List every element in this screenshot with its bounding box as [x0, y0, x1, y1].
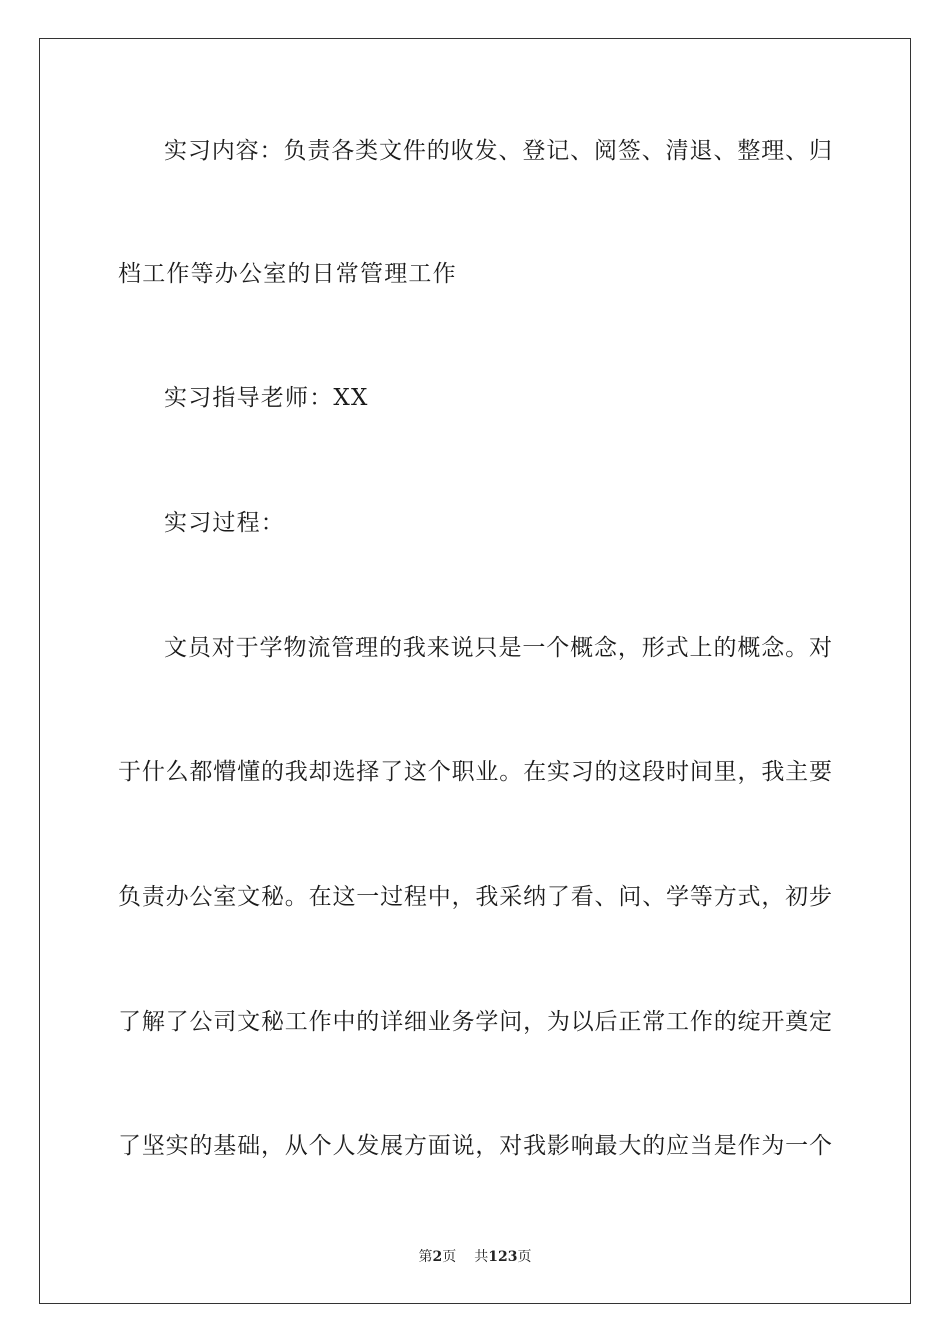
page-prefix: 第: [418, 1249, 433, 1265]
paragraph-line-body-1: 文员对于学物流管理的我来说只是一个概念，形式上的概念。对: [164, 635, 832, 661]
total-suffix: 页: [517, 1249, 532, 1265]
paragraph-line-supervisor: 实习指导老师：XX: [164, 385, 369, 411]
page-footer: [0, 1248, 950, 1266]
total-prefix: 共: [474, 1249, 489, 1265]
paragraph-line-body-5: 了坚实的基础，从个人发展方面说，对我影响最大的应当是作为一个: [118, 1133, 832, 1159]
paragraph-line-process-heading: 实习过程：: [164, 510, 285, 536]
page-border: [39, 38, 911, 1304]
paragraph-line-internship-content-cont: 档工作等办公室的日常管理工作: [118, 261, 457, 287]
paragraph-line-body-2: 于什么都懵懂的我却选择了这个职业。在实习的这段时间里，我主要: [118, 759, 832, 785]
paragraph-line-body-4: 了解了公司文秘工作中的详细业务学问，为以后正常工作的绽开奠定: [118, 1009, 832, 1035]
total-pages: 123: [488, 1249, 518, 1265]
paragraph-line-body-3: 负责办公室文秘。在这一过程中，我采纳了看、问、学等方式，初步: [118, 884, 832, 910]
page-number: 2: [432, 1249, 443, 1265]
paragraph-line-internship-content: 实习内容：负责各类文件的收发、登记、阅签、清退、整理、归: [164, 138, 832, 164]
page-suffix: 页: [442, 1249, 457, 1265]
